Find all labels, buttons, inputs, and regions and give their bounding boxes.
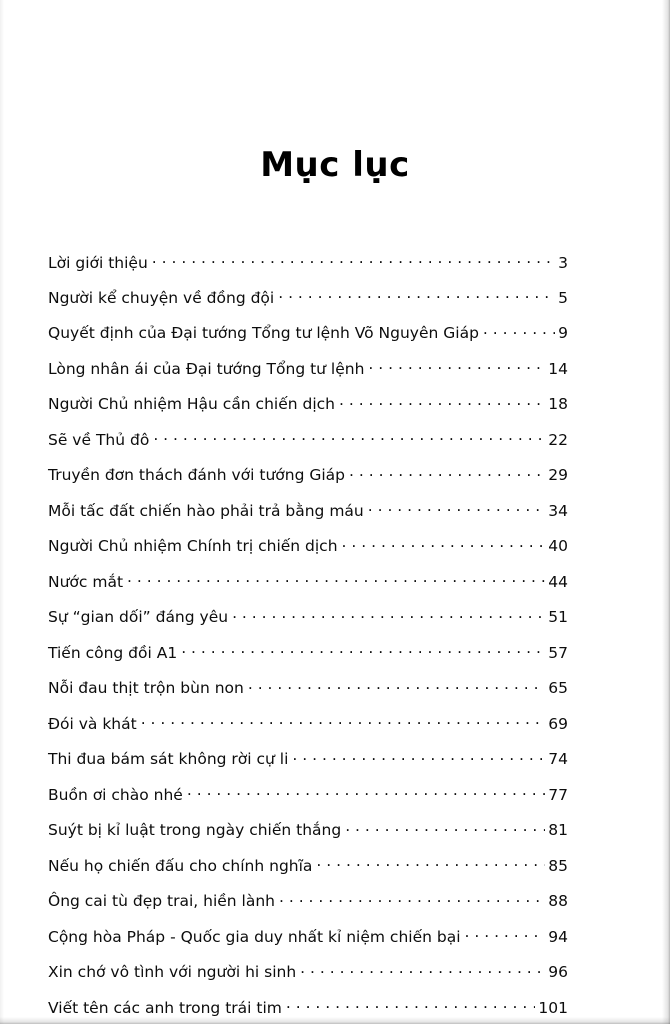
toc-entry-title: Nếu họ chiến đấu cho chính nghĩa	[48, 856, 313, 875]
toc-entry[interactable]	[48, 287, 568, 307]
toc-leader-dots	[181, 642, 545, 658]
toc-entry-title: Đói và khát	[48, 714, 137, 733]
toc-entry[interactable]	[48, 926, 568, 946]
toc-entry-title: Người kể chuyện về đồng đội	[48, 288, 275, 307]
toc-leader-dots	[248, 678, 545, 694]
toc-leader-dots	[465, 926, 546, 942]
toc-entry-title: Lời giới thiệu	[48, 253, 148, 272]
toc-entry[interactable]	[48, 500, 568, 520]
toc-entry[interactable]	[48, 678, 568, 698]
toc-leader-dots	[187, 784, 545, 800]
toc-leader-dots	[279, 891, 545, 907]
toc-entry-page-number: 85	[548, 856, 568, 875]
toc-entry-page-number: 44	[548, 572, 568, 591]
toc-leader-dots	[141, 713, 546, 729]
page-edge-shadow-left	[0, 0, 4, 1024]
toc-entry[interactable]	[48, 465, 568, 485]
toc-entry[interactable]	[48, 891, 568, 911]
toc-entry[interactable]	[48, 607, 568, 627]
toc-entry-page-number: 34	[548, 501, 568, 520]
toc-entry-title: Tiến công đồi A1	[48, 643, 178, 662]
toc-leader-dots	[292, 749, 545, 765]
toc-entry-title: Thi đua bám sát không rời cự li	[48, 750, 289, 769]
toc-entry[interactable]	[48, 749, 568, 769]
toc-leader-dots	[483, 323, 555, 339]
toc-entry-page-number: 65	[548, 679, 568, 698]
toc-entry-page-number: 3	[558, 253, 568, 272]
toc-leader-dots	[368, 500, 546, 516]
toc-entry-page-number: 22	[548, 430, 568, 449]
toc-leader-dots	[342, 536, 546, 552]
toc-entry[interactable]	[48, 429, 568, 449]
toc-leader-dots	[345, 820, 545, 836]
toc-entry-title: Sự “gian dối” đáng yêu	[48, 608, 229, 627]
toc-leader-dots	[286, 997, 536, 1013]
toc-entry-page-number: 69	[548, 714, 568, 733]
toc-entry-title: Mỗi tấc đất chiến hào phải trả bằng máu	[48, 501, 364, 520]
toc-entry-title: Sẽ về Thủ đô	[48, 430, 150, 449]
toc-entry-page-number: 51	[548, 608, 568, 627]
toc-entry[interactable]	[48, 713, 568, 733]
toc-entry-title: Người Chủ nhiệm Chính trị chiến dịch	[48, 537, 338, 556]
toc-entry-page-number: 9	[558, 324, 568, 343]
toc-entry[interactable]	[48, 394, 568, 414]
toc-entry-title: Nước mắt	[48, 572, 124, 591]
toc-entry-page-number: 81	[548, 821, 568, 840]
toc-entry-title: Nỗi đau thịt trộn bùn non	[48, 679, 244, 698]
toc-entry-title: Ông cai tù đẹp trai, hiền lành	[48, 892, 275, 911]
toc-entry-page-number: 29	[548, 466, 568, 485]
toc-leader-dots	[339, 394, 545, 410]
toc-entry[interactable]	[48, 855, 568, 875]
toc-leader-dots	[278, 287, 555, 303]
toc-entry-title: Xin chớ vô tình với người hi sinh	[48, 963, 297, 982]
toc-entry-page-number: 77	[548, 785, 568, 804]
toc-entry-page-number: 14	[548, 359, 568, 378]
toc-entry[interactable]	[48, 358, 568, 378]
toc-entry[interactable]	[48, 323, 568, 343]
toc-entry-page-number: 18	[548, 395, 568, 414]
toc-entry-page-number: 74	[548, 750, 568, 769]
toc-entry-title: Lòng nhân ái của Đại tướng Tổng tư lệnh	[48, 359, 365, 378]
toc-entry-title: Buồn ơi chào nhé	[48, 785, 183, 804]
toc-entry-page-number: 57	[548, 643, 568, 662]
page-edge-shadow-right	[662, 0, 670, 1024]
toc-entry[interactable]	[48, 536, 568, 556]
toc-entry[interactable]	[48, 252, 568, 272]
toc-leader-dots	[152, 252, 555, 268]
toc-entry[interactable]	[48, 820, 568, 840]
toc-leader-dots	[232, 607, 545, 623]
toc-entry[interactable]	[48, 997, 568, 1017]
page-edge-shadow-bottom	[0, 1017, 670, 1024]
toc-entry-page-number: 94	[548, 927, 568, 946]
toc-entry-page-number: 88	[548, 892, 568, 911]
toc-entry-title: Suýt bị kỉ luật trong ngày chiến thắng	[48, 821, 342, 840]
toc-entry[interactable]	[48, 962, 568, 982]
toc-leader-dots	[368, 358, 545, 374]
toc-entry[interactable]	[48, 784, 568, 804]
toc-entry-title: Truyền đơn thách đánh với tướng Giáp	[48, 466, 346, 485]
toc-entry-page-number: 5	[558, 288, 568, 307]
toc-entry[interactable]	[48, 642, 568, 662]
toc-leader-dots	[153, 429, 545, 445]
toc-entry-page-number: 40	[548, 537, 568, 556]
page-title: Mục lục	[260, 145, 410, 185]
toc-entry-title: Cộng hòa Pháp - Quốc gia duy nhất kỉ niệm chiến bại	[48, 927, 461, 946]
toc-entry[interactable]	[48, 571, 568, 591]
toc-entry-title: Viết tên các anh trong trái tim	[48, 998, 282, 1017]
table-of-contents	[48, 252, 568, 1033]
toc-entry-title: Quyết định của Đại tướng Tổng tư lệnh Võ Nguyên Giáp	[48, 324, 479, 343]
toc-leader-dots	[316, 855, 545, 871]
toc-entry-title: Người Chủ nhiệm Hậu cần chiến dịch	[48, 395, 335, 414]
toc-leader-dots	[127, 571, 545, 587]
toc-leader-dots	[300, 962, 545, 978]
toc-leader-dots	[349, 465, 545, 481]
toc-entry-page-number: 96	[548, 963, 568, 982]
toc-entry-page-number: 101	[538, 998, 568, 1017]
